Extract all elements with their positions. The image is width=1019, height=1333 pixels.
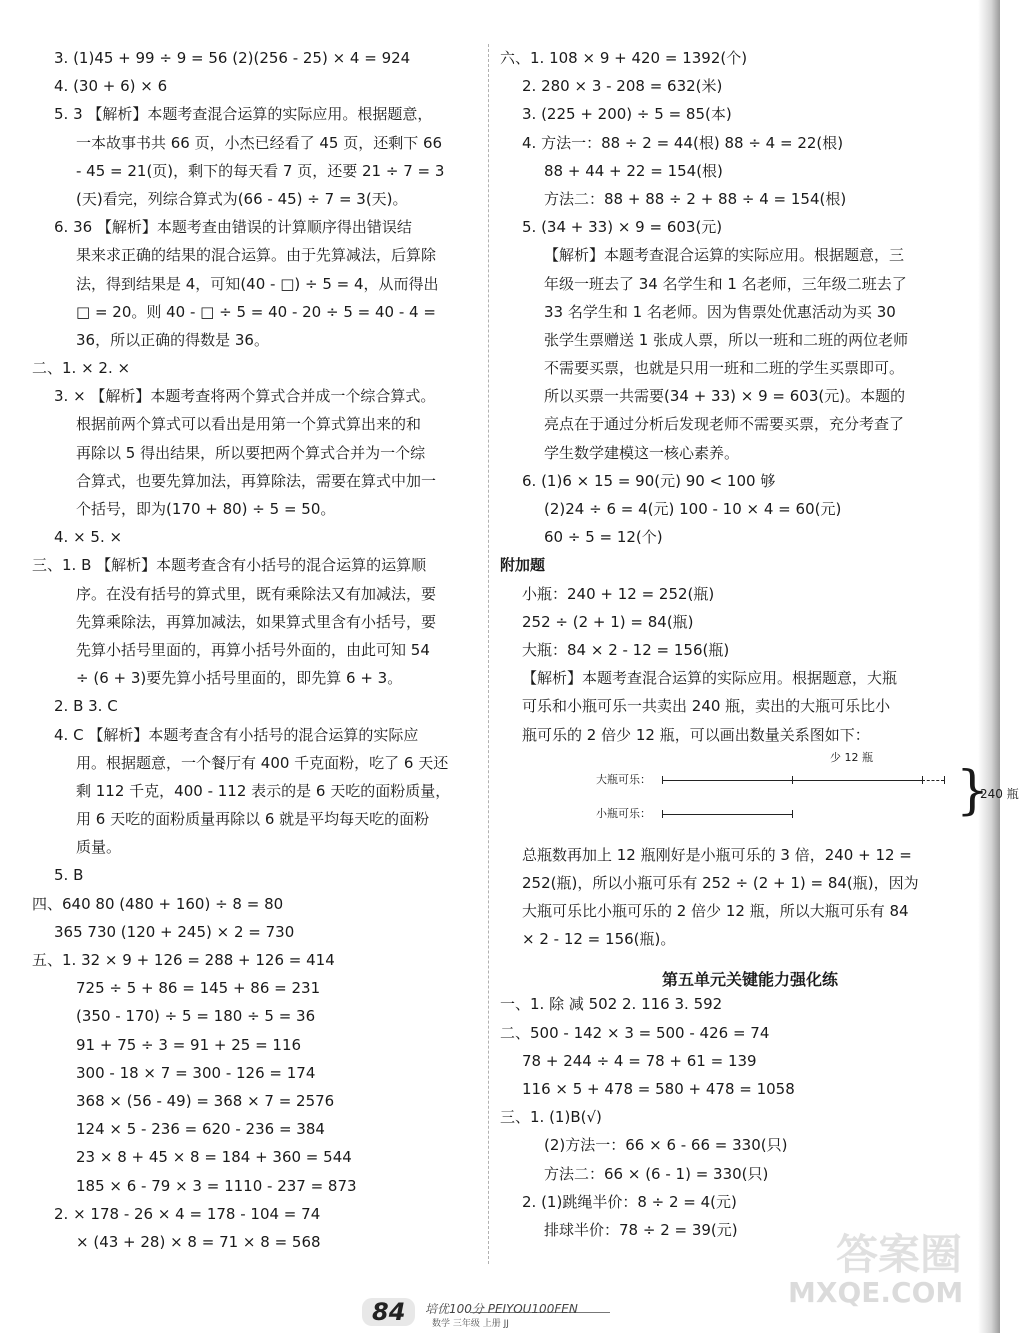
answer-line: 【解析】本题考查混合运算的实际应用。根据题意，大瓶 [522,669,898,688]
less-segment [922,780,944,781]
answer-line: 【解析】本题考查混合运算的实际应用。根据题意，三 [544,246,905,265]
quantity-diagram [500,749,1019,841]
answer-line: 5. (34 + 33) × 9 = 603(元) [522,218,723,237]
answer-line: 725 ÷ 5 + 86 = 145 + 86 = 231 [76,979,321,998]
answer-line: 六、1. 108 × 9 + 420 = 1392(个) [500,49,748,67]
diagram-total-label: 240 瓶 [980,786,1019,801]
big-segment-2 [792,780,922,781]
answer-line: 二、500 - 142 × 3 = 500 - 426 = 74 [500,1023,770,1042]
answer-line: 252(瓶)，所以小瓶可乐有 252 ÷ (2 + 1) = 84(瓶)，因为 [522,873,919,892]
answer-line: 附加题 [500,556,546,575]
answer-line: 亮点在于通过分析后发现老师不需要买票，充分考查了 [544,415,905,434]
answer-line: 一本故事书共 66 页，小杰已经看了 45 页，还剩下 66 [76,133,443,152]
big-segment-1 [662,780,792,781]
answer-line: 用。根据题意，一个餐厅有 400 千克面粉，吃了 6 天还 [76,753,449,772]
unit-five-answers [500,990,960,1244]
small-tick-start [662,810,663,818]
footer-brand: 培优100分 PEIYOU100FEN [425,1302,578,1316]
answer-line: 法，得到结果是 4，可知(40 - □) ÷ 5 = 4，从而得出 [76,274,439,293]
answer-line: 60 ÷ 5 = 12(个) [544,528,663,547]
watermark-url: MXQE.COM [788,1276,964,1309]
answer-line: 根据前两个算式可以看出是用第一个算式算出来的和 [76,415,422,434]
answer-line: 3. (225 + 200) ÷ 5 = 85(本) [522,105,732,124]
answer-line: 5. 3 【解析】本题考查混合运算的实际应用。根据题意， [54,105,433,124]
answer-line: ÷ (6 + 3)要先算小括号里面的，即先算 6 + 3。 [76,669,403,688]
diagram-less-label: 少 12 瓶 [830,750,873,764]
answer-line: 三、1. B 【解析】本题考查含有小括号的混合运算的运算顺 [32,556,427,575]
answer-line: 2. B 3. C [54,697,118,716]
diagram-small-label: 小瓶可乐： [596,806,651,820]
answer-line: (350 - 170) ÷ 5 = 180 ÷ 5 = 36 [76,1007,316,1026]
answer-line: 88 + 44 + 22 = 154(根) [544,161,723,180]
answer-line: 3. (1)45 + 99 ÷ 9 = 56 (2)(256 - 25) × 4 = 924 [54,49,411,67]
page-edge-shadow [978,0,1000,1333]
answer-line: 6. (1)6 × 15 = 90(元) 90 < 100 够 [522,471,776,490]
answer-line: 排球半价：78 ÷ 2 = 39(元) [544,1220,738,1239]
watermark-logo: 答案圈 [836,1230,963,1279]
answer-line: 序。在没有括号的算式里，既有乘除法又有加减法，要 [76,584,437,603]
answer-line: 学生数学建模这一核心素养。 [544,443,740,462]
small-tick-end [792,810,793,818]
answer-line: 三、1. (1)B(√) [500,1108,602,1127]
answer-line: 5. B [54,866,84,885]
answer-line: 可乐和小瓶可乐一共卖出 240 瓶，卖出的大瓶可乐比小 [522,697,891,716]
big-tick-mid [792,776,793,784]
answer-line: 方法二：66 × (6 - 1) = 330(只) [544,1164,769,1183]
answer-line: 4. 方法一：88 ÷ 2 = 44(根) 88 ÷ 4 = 22(根) [522,133,844,152]
answer-line: 2. (1)跳绳半价：8 ÷ 2 = 4(元) [522,1192,737,1211]
small-segment [662,814,792,815]
answer-line: 33 名学生和 1 名老师。因为售票处优惠活动为买 30 [544,302,896,321]
answer-line: 所以买票一共需要(34 + 33) × 9 = 603(元)。本题的 [544,387,906,406]
answer-line: □ = 20。则 40 - □ ÷ 5 = 40 - 20 ÷ 5 = 40 - 4 = [76,302,436,321]
answer-line: 368 × (56 - 49) = 368 × 7 = 2576 [76,1091,335,1110]
answer-line: 4. × 5. × [54,528,123,547]
right-column [500,44,1019,1244]
answer-line: 质量。 [76,838,122,857]
column-divider [488,44,489,1264]
answer-line: 小瓶：240 + 12 = 252(瓶) [522,584,715,603]
answer-line: 果来求正确的结果的混合运算。由于先算减法，后算除 [76,246,437,265]
answer-line: (2)方法一：66 × 6 - 66 = 330(只) [544,1136,788,1155]
answer-line: 23 × 8 + 45 × 8 = 184 + 360 = 544 [76,1148,352,1167]
answer-line: 先算小括号里面的，再算小括号外面的，由此可知 54 [76,640,430,659]
answer-line: 方法二：88 + 88 ÷ 2 + 88 ÷ 4 = 154(根) [544,189,847,208]
answer-line: 个括号，即为(170 + 80) ÷ 5 = 50。 [76,500,336,518]
total-brace: } [956,760,990,821]
extra-explanation [500,841,960,954]
answer-line: (2)24 ÷ 6 = 4(元) 100 - 10 × 4 = 60(元) [544,500,842,518]
answer-line: 78 + 244 ÷ 4 = 78 + 61 = 139 [522,1051,757,1070]
answer-line: 4. C 【解析】本题考查含有小括号的混合运算的实际应 [54,725,419,744]
answer-line: 四、640 80 (480 + 160) ÷ 8 = 80 [32,894,284,913]
section-title: 第五单元关键能力强化练 [661,970,838,990]
answer-line: (天)看完，列综合算式为(66 - 45) ÷ 7 = 3(天)。 [76,189,408,208]
less-tick-end [944,776,945,784]
big-tick-start [662,776,663,784]
answer-line: 张学生票赠送 1 张成人票，所以一班和二班的两位老师 [544,330,909,349]
answer-line: 瓶可乐的 2 倍少 12 瓶，可以画出数量关系图如下： [522,725,870,744]
answer-line: 124 × 5 - 236 = 620 - 236 = 384 [76,1120,325,1139]
answer-line: 总瓶数再加上 12 瓶刚好是小瓶可乐的 3 倍，240 + 12 = [522,845,912,864]
answer-line: 36，所以正确的得数是 36。 [76,330,269,349]
answer-line: 一、1. 除 减 502 2. 116 3. 592 [500,995,723,1014]
answer-line: 再除以 5 得出结果，所以要把两个算式合并为一个综 [76,443,426,462]
answer-line: 年级一班去了 34 名学生和 1 名老师，三年级二班去了 [544,274,907,293]
answer-line: 185 × 6 - 79 × 3 = 1110 - 237 = 873 [76,1176,357,1195]
answer-line: 用 6 天吃的面粉质量再除以 6 就是平均每天吃的面粉 [76,810,430,829]
answer-line: 2. × 178 - 26 × 4 = 178 - 104 = 74 [54,1204,321,1223]
answer-line: 大瓶可乐比小瓶可乐的 2 倍少 12 瓶，所以大瓶可乐有 84 [522,902,909,921]
answer-line: 先算乘除法，再算加减法，如果算式里含有小括号，要 [76,612,437,631]
answer-line: - 45 = 21(页)，剩下的每天看 7 页，还要 21 ÷ 7 = 3 [76,161,445,180]
answer-line: 252 ÷ (2 + 1) = 84(瓶) [522,612,694,631]
page-number: 84 [362,1298,415,1326]
answer-line: × 2 - 12 = 156(瓶)。 [522,930,676,949]
page-footer [0,1298,1000,1328]
answer-line: × (43 + 28) × 8 = 71 × 8 = 568 [76,1232,321,1251]
left-column [32,44,478,1256]
answer-line: 3. × 【解析】本题考查将两个算式合并成一个综合算式。 [54,387,436,406]
footer-subject: 数学 三年级 上册 JJ [432,1319,509,1329]
diagram-big-label: 大瓶可乐： [596,772,651,786]
answer-line: 剩 112 千克，400 - 112 表示的是 6 天吃的面粉质量， [76,781,451,800]
answer-line: 300 - 18 × 7 = 300 - 126 = 174 [76,1063,316,1082]
answer-line: 116 × 5 + 478 = 580 + 478 = 1058 [522,1080,795,1098]
answer-line: 二、1. × 2. × [32,359,131,378]
answer-line: 2. 280 × 3 - 208 = 632(米) [522,77,723,96]
answers-six-and-extra [500,44,960,749]
answer-line: 大瓶：84 × 2 - 12 = 156(瓶) [522,640,730,659]
answer-line: 五、1. 32 × 9 + 126 = 288 + 126 = 414 [32,951,335,969]
answer-line: 合算式，也要先算加法，再算除法，需要在算式中加一 [76,471,437,490]
answer-line: 365 730 (120 + 245) × 2 = 730 [54,922,295,941]
answer-line: 91 + 75 ÷ 3 = 91 + 25 = 116 [76,1035,302,1054]
answer-line: 不需要买票，也就是只用一班和二班的学生买票即可。 [544,359,905,378]
answer-line: 6. 36 【解析】本题考查由错误的计算顺序得出错误结 [54,218,412,237]
answer-line: 4. (30 + 6) × 6 [54,77,168,96]
